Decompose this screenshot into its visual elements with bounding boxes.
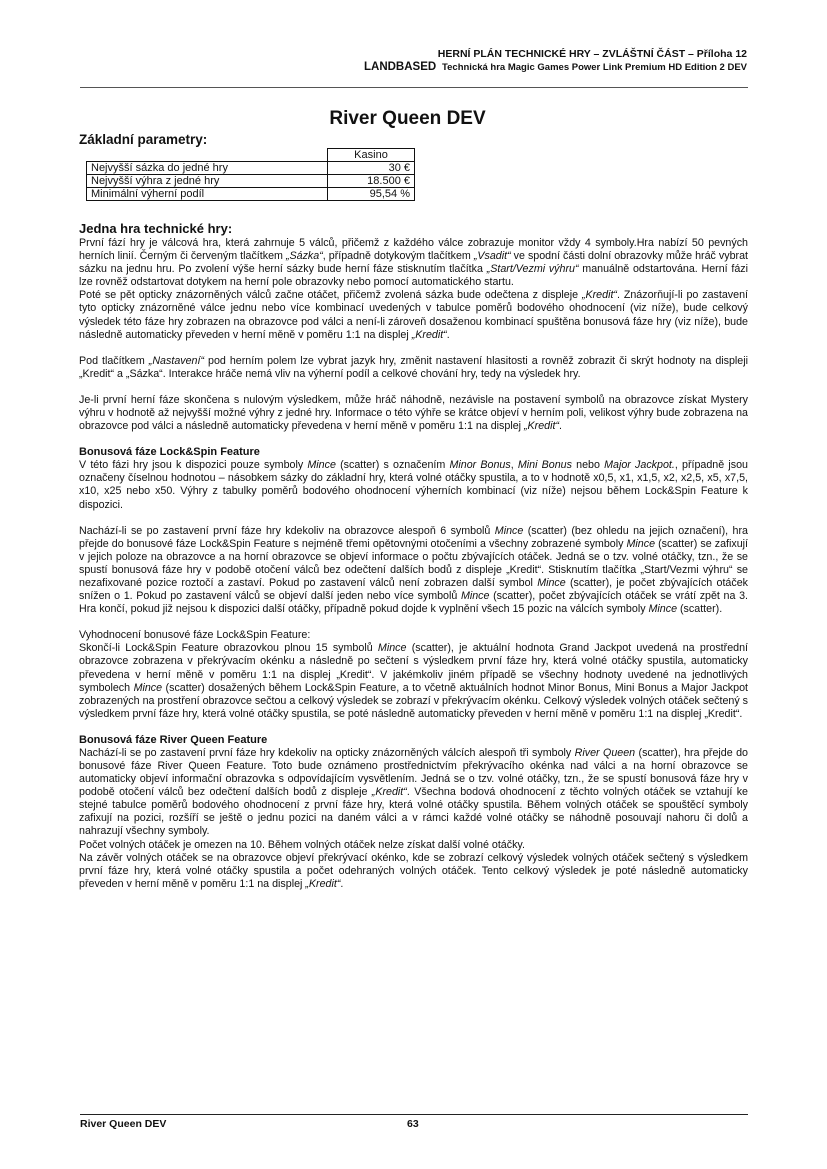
section-heading-game: Jedna hra technické hry: (79, 221, 233, 236)
spacer (79, 721, 748, 734)
params-header-blank (87, 149, 328, 162)
paragraph: Je-li první herní fáze skončena s nulovým výsledkem, může hráč náhodně, nezávisle na postavení symbolů na obrazovce získat Mystery výhru v hodnotě až nejvyšší možné výhry z jedné hry. Informace o této výhře se krátce objeví v herním poli, velikost výhry bude zobrazena na obrazovce pod válci a následně automaticky převedena v herní měně v poměru 1:1 na displej „Kredit“. (79, 393, 748, 433)
footer-divider (80, 1114, 748, 1115)
paragraph: Pod tlačítkem „Nastavení“ pod herním polem lze vybrat jazyk hry, změnit nastavení hlasitosti a rovněž zobrazit či skrýt hodnoty na displeji „Kredit“ a „Sázka“. Interakce hráče nemá vliv na výherní podíl a celkové chování hry, tedy na výsledek hry. (79, 354, 749, 380)
param-label: Nejvyšší sázka do jedné hry (87, 162, 328, 175)
table-row (87, 162, 415, 175)
page-title-text: River Queen DEV (329, 108, 486, 129)
running-header (364, 48, 747, 74)
paragraph: Nachází-li se po zastavení první fáze hry kdekoliv na obrazovce alespoň 6 symbolů Mince (scatter) (bez ohledu na jejich označení), hra přejde do bonusové fáze Lock&Spin Feature s nejméně třemi opětovnými otočeními a všechny zobrazené symboly Mince (scatter) se zafixují v jejich poloze na obrazovce a na horní obrazovce se objeví informace o počtu zbývajících otáček. Jedná se o tzv. volné otáčky, tzn., že se spustí bonusová fáze hry v podobě otočení válců bez odečtení dalších bodů z displeje „Kredit“. Stisknutím tlačítka „Start/Vezmi výhru“ se nezafixované pozice roztočí a zastaví. Pokud po zastavení válců není zobrazen další symbol Mince (scatter), je počet zbývajících otáček snížen o 1. Pokud po zastavení válců se objeví další jeden nebo více symbolů Mince (scatter), počet zbývajících otáček se vrátí zpět na 3. Hra končí, pokud již nejsou k dispozici další otáčky, případně pokud dojde k vyplnění všech 15 pozic na válcích symboly Mince (scatter). (79, 524, 748, 616)
params-header-row (87, 149, 415, 162)
spacer (79, 616, 748, 629)
param-value: 30 € (328, 162, 415, 175)
paragraph: Počet volných otáček je omezen na 10. Během volných otáček nelze získat další volné otáčky. (79, 838, 525, 851)
table-row (87, 175, 415, 188)
param-value: 95,54 % (328, 188, 415, 201)
header-line-1: HERNÍ PLÁN TECHNICKÉ HRY – ZVLÁŠTNÍ ČÁST – Příloha 12 (437, 48, 747, 60)
header-game-name: Technická hra Magic Games Power Link Premium HD Edition 2 DEV (442, 62, 747, 73)
document-body (79, 221, 748, 891)
param-label: Nejvyšší výhra z jedné hry (87, 175, 328, 188)
param-value: 18.500 € (328, 175, 415, 188)
paragraph: Nachází-li se po zastavení první fáze hry kdekoliv na opticky znázorněných válcích alespoň tři symboly River Queen (scatter), hra přejde do bonusové fáze River Queen Feature. Toto bude oznámeno prostřednictvím překrývacího okénka nad válci a na horní obrazovce se automaticky objeví informační obrazovka s odpovídajícím vysvětlením. Jedná se o tzv. volné otáčky, tzn., že se spustí bonusová fáze hry v podobě otočení válců bez odečtení dalších bodů z displeje „Kredit“. Všechna bodová ohodnocení z těchto volných otáček se vztahují ke stejné tabulce poměrů bodového ohodnocení z první fáze hry, která volné otáčky spustila. Během volných otáček se spouštěcí symboly zafixují na pozici, rozšíří se ještě o jednu pozici na daném válci a v rámci každé volné otáčky se náhodně posouvají nahoru či dolů a nahrazují všechny symboly. (79, 746, 748, 838)
page-title (0, 108, 827, 130)
table-row (87, 188, 415, 201)
params-heading: Základní parametry: (79, 132, 208, 147)
spacer (79, 512, 748, 525)
footer-title: River Queen DEV (80, 1118, 167, 1130)
page-number: 63 (407, 1118, 419, 1130)
spacer (79, 433, 748, 446)
params-column-header: Kasino (328, 149, 415, 162)
paragraph: V této fázi hry jsou k dispozici pouze symboly Mince (scatter) s označením Minor Bonus, Mini Bonus nebo Major Jackpot., případně jsou označeny číselnou hodnotou – násobkem sázky do základní hry, která volné otáčky spustila, a to v hodnotě x0,5, x1, x1,5, x2, x2,5, x5, x7,5, x10, x25 nebo x50. Výhry z tabulky poměrů bodového ohodnocení výherních kombinací (viz níže) nejsou během Lock&Spin Feature k dispozici. (79, 459, 748, 511)
spacer (79, 381, 748, 394)
spacer (79, 342, 748, 355)
header-landbased: LANDBASED (363, 61, 437, 73)
paragraph: Skončí-li Lock&Spin Feature obrazovkou plnou 15 symbolů Mince (scatter), je aktuální hodnota Grand Jackpot uvedená na prostřední obrazovce zobrazena v překrývacím okénku a následně po sečtení s výsledkem první fáze hry, která volné otáčky spustila, automaticky převedena v herní měně v poměru 1:1 na displej „Kredit“. V jakémkoliv jiném případě se všechny hodnoty uvedené na jednotlivých symbolech Mince (scatter) dosažených během Lock&Spin Feature, a to včetně aktuálních hodnot Minor Bonus, Mini Bonus a Major Jackpot zobrazených na prostření obrazovce sečtou a celkový výsledek se zobrazí v překrývacím okénku. Celkový výsledek volných otáček sečtený s výsledkem první fáze hry, která volné otáčky spustila, se poté následně automaticky převeden v herní měně v poměru 1:1 na displej „Kredit“. (79, 642, 748, 720)
param-label: Minimální výherní podíl (87, 188, 328, 201)
header-line-2 (364, 61, 747, 74)
paragraph-title: Vyhodnocení bonusové fáze Lock&Spin Feature: (79, 629, 311, 642)
section-heading-lockspin: Bonusová fáze Lock&Spin Feature (79, 446, 260, 459)
section-heading-riverqueen: Bonusová fáze River Queen Feature (79, 733, 268, 746)
paragraph: První fází hry je válcová hra, která zahrnuje 5 válců, přičemž z každého válce zobrazuje monitor vždy 4 symboly.Hra nabízí 50 pevných herních linií. Černým či červeným tlačítkem „Sázka“, případně dotykovým tlačítkem „Vsadit“ ve spodní části dolní obrazovky může hráč vybrat sázku na jednu hru. Po zvolení výše herní sázky bude herní fáze stisknutím tlačítka „Start/Vezmi výhru“ manuálně odstartována. Herní fázi lze rovněž odstartovat dotykem na herní pole obrazovky nebo pomocí automatického startu. (79, 237, 748, 289)
paragraph: Poté se pět opticky znázorněných válců začne otáčet, přičemž zvolená sázka bude odečtena z displeje „Kredit“. Znázorňují-li po zastavení tyto opticky znázorněné válce jednu nebo více kombinací uvedených v tabulce poměrů bodového ohodnocení (viz níže), bude celkový výsledek této fáze hry zobrazen na obrazovce pod válci a není-li zároveň dosaženou kombinací spuštěna bonusová fáze hry (viz níže), bude následně automaticky převeden v herní měně v poměru 1:1 na displej „Kredit“. (79, 289, 748, 341)
header-divider (80, 87, 748, 88)
paragraph: Na závěr volných otáček se na obrazovce objeví překrývací okénko, kde se zobrazí celkový výsledek volných otáček sečtený s výsledkem první fáze hry, která volné otáčky spustila a počet odehraných volných otáček. Tento celkový výsledek je poté následně automaticky převeden v herní měně v poměru 1:1 na displej „Kredit“. (79, 851, 748, 890)
params-table (86, 148, 415, 201)
